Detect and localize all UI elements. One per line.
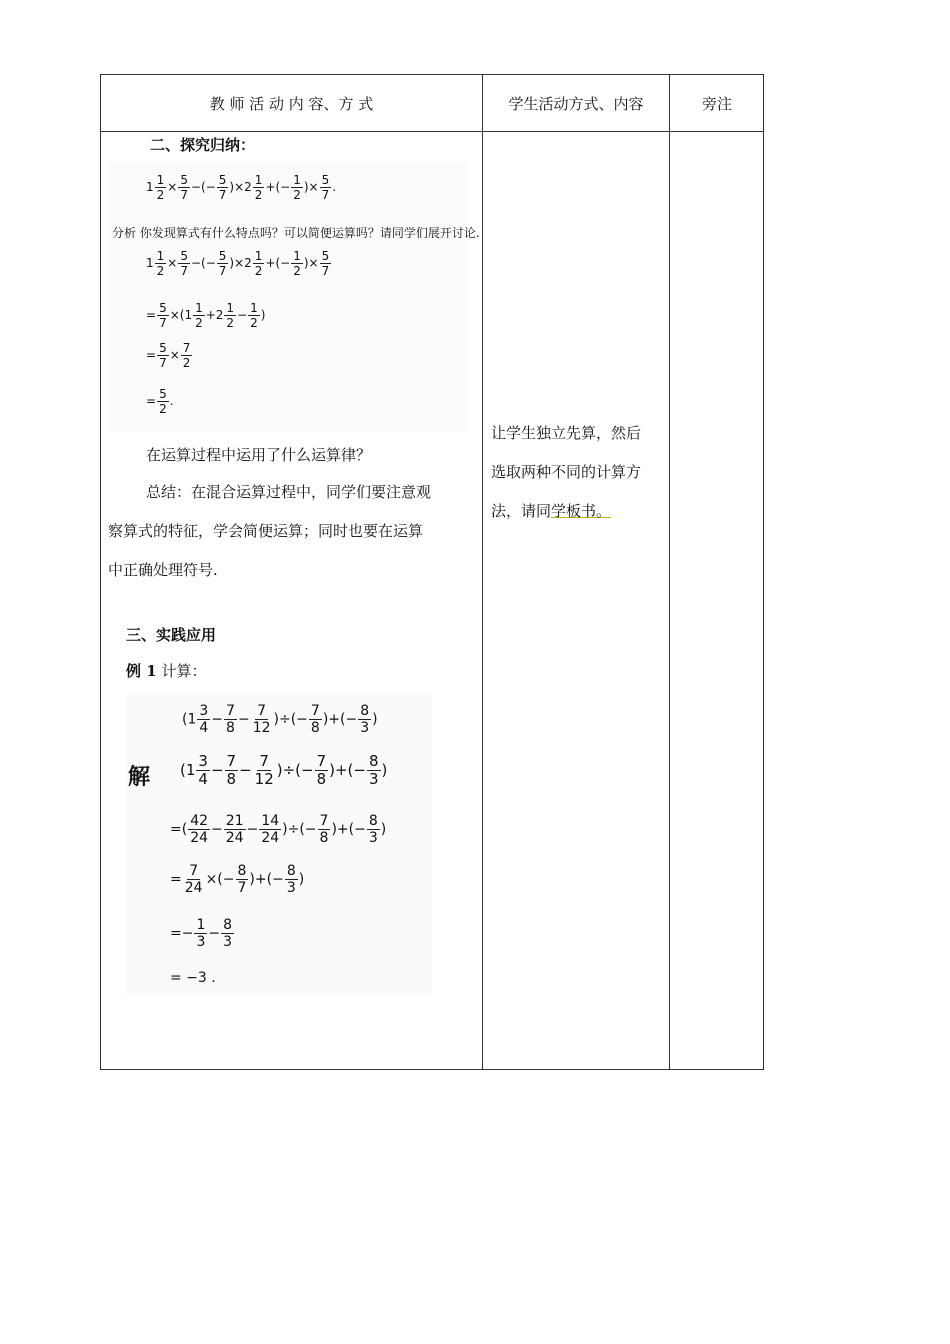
header-notes: 旁注 xyxy=(701,94,732,113)
header-teacher: 教 师 活 动 内 容、方 式 xyxy=(209,94,374,113)
analysis-text: 分析 你发现算式有什么特点吗？可以简便运算吗？请同学们展开讨论. xyxy=(112,226,480,240)
student-activity xyxy=(491,414,671,531)
solution-label: 解 xyxy=(128,764,151,790)
solution-line0: (1 $\frac{3}{4}$ − $\frac{7}{8}$ − $\frac{7}{12}$ )÷(− $\frac{7}{8}$ )+(− $\frac{8}{3}$ ) xyxy=(180,752,388,788)
solution-line1: =( $\frac{42}{24}$ − $\frac{21}{24}$ − $\frac{14}{24}$ )÷(− $\frac{7}{8}$ )+(− $\frac{8}{3}$ ) xyxy=(170,813,387,846)
section2-title: 二、探究归纳： xyxy=(150,136,256,154)
column-divider xyxy=(482,75,483,1069)
formula-image-2 xyxy=(126,694,432,996)
formula-step0: 1 $\frac{1}{2}$ × $\frac{5}{7}$ −(− $\frac{5}{7}$ )×2 $\frac{1}{2}$ +(− $\frac{1}{2}$ )× $\frac{5}{7}$ xyxy=(146,249,330,278)
section3-title: 三、实践应用 xyxy=(126,626,217,644)
formula-problem: 1 $\frac{1}{2}$ × $\frac{5}{7}$ −(− $\frac{5}{7}$ )×2 $\frac{1}{2}$ +(− $\frac{1}{2}$ )× $\frac{5}{7}$ . xyxy=(146,173,337,202)
formula-step1: = $\frac{5}{7}$ ×(1 $\frac{1}{2}$ +2 $\frac{1}{2}$ − $\frac{1}{2}$ ) xyxy=(146,301,266,330)
formula-step3: = $\frac{5}{2}$ . xyxy=(146,387,174,416)
formula-image-1 xyxy=(108,162,480,432)
formula-step2: = $\frac{5}{7}$ × $\frac{7}{2}$ xyxy=(146,341,191,370)
solution-line2: = $\frac{7}{24}$ ×(− $\frac{8}{7}$ )+(− $\frac{8}{3}$ ) xyxy=(170,863,305,896)
summary-line: 察算式的特征，学会简便运算；同时也要在运算 xyxy=(108,522,424,540)
summary-paragraph xyxy=(108,473,474,590)
question-text: 在运算过程中运用了什么运算律？ xyxy=(146,446,372,464)
student-line: 让学生独立先算，然后 xyxy=(491,424,642,442)
student-line: 法，请同学板书。 xyxy=(491,502,612,520)
solution-line4: = −3 . xyxy=(170,970,216,986)
solution-line3: =− $\frac{1}{3}$ − $\frac{8}{3}$ xyxy=(170,917,233,950)
column-divider xyxy=(669,75,670,1069)
example-problem: (1 $\frac{3}{4}$ − $\frac{7}{8}$ − $\frac{7}{12}$ )÷(− $\frac{7}{8}$ )+(− $\frac{8}{3}$ ) xyxy=(182,703,378,736)
example-heading: 例 1 计算： xyxy=(126,662,207,680)
student-line: 选取两种不同的计算方 xyxy=(491,463,642,481)
header-student: 学生活动方式、内容 xyxy=(508,94,644,113)
header-divider xyxy=(101,131,763,132)
summary-line: 总结：在混合运算过程中，同学们要注意观 xyxy=(146,483,432,501)
summary-line: 中正确处理符号. xyxy=(108,561,218,579)
